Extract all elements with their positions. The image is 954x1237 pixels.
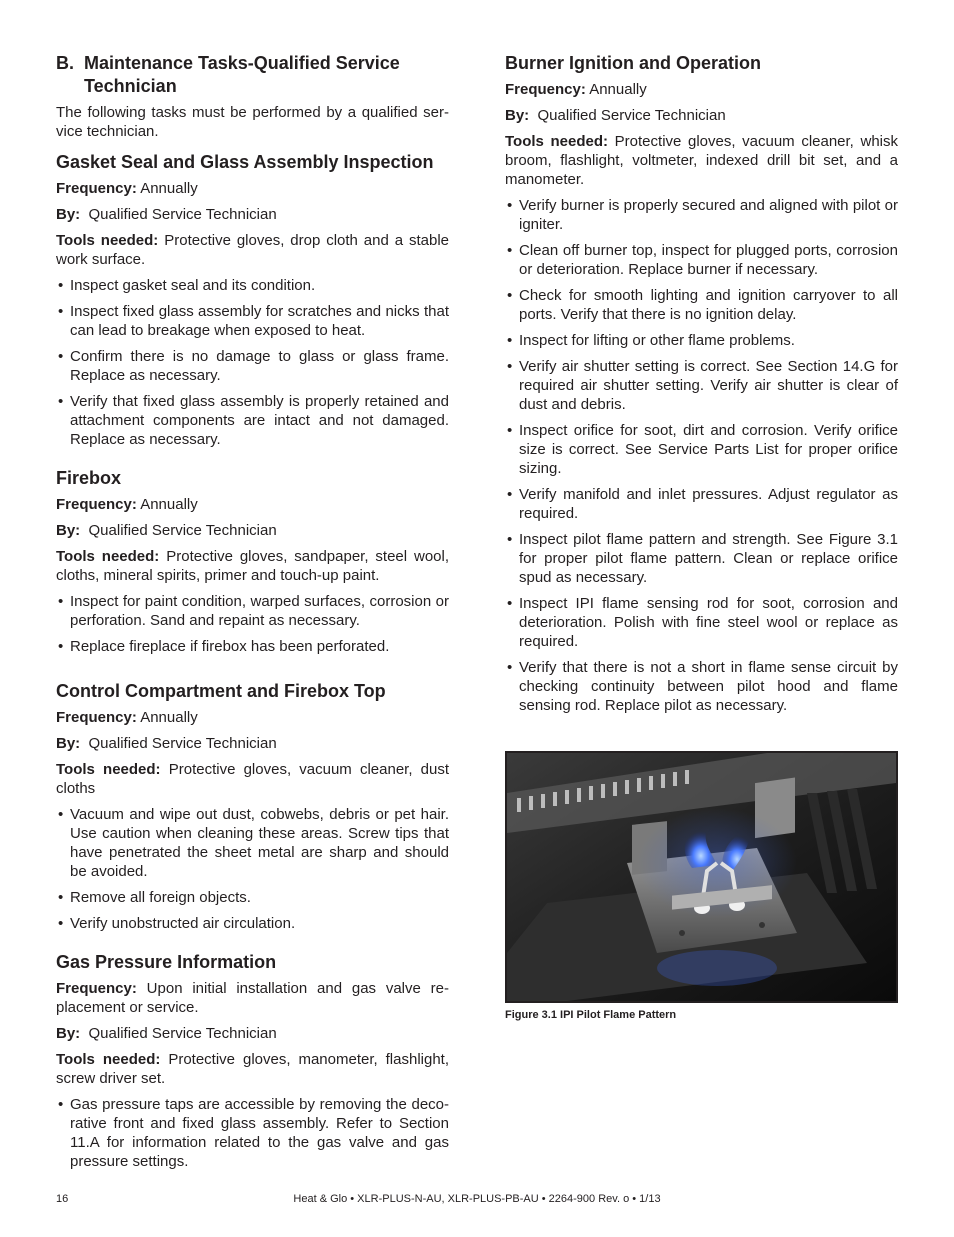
list-item: • Inspect IPI flame sensing rod for soot, corrosion and deterioration. Polish with fine steel wool or replace as required. <box>505 594 898 651</box>
section-title: Firebox <box>56 468 122 488</box>
list-item: • Remove all foreign objects. <box>56 888 449 907</box>
task-list <box>56 276 449 449</box>
list-item: • Clean off burner top, inspect for plugged ports, corrosion or deterioration. Replace burner if necessary. <box>505 241 898 279</box>
by-line <box>56 1024 449 1043</box>
section-title: Gas Pressure Information <box>56 952 277 972</box>
by-label: By: <box>56 206 81 223</box>
by-value: Qualified Service Technician <box>88 206 277 223</box>
by-value: Qualified Service Technician <box>88 522 277 539</box>
tools-label: Tools needed: <box>56 761 161 778</box>
by-label: By: <box>56 1025 81 1042</box>
intro-text: The following tasks must be performed by a qualified ser-vice technician. <box>56 104 449 140</box>
list-item: • Gas pressure taps are accessible by removing the deco-rative front and fixed glass assembly. Refer to Section 11.A for information related to the gas valve and gas pressure settings. <box>56 1095 449 1171</box>
figure-caption: Figure 3.1 IPI Pilot Flame Pattern <box>505 1009 677 1021</box>
tools-label: Tools needed: <box>56 1051 161 1068</box>
by-value: Qualified Service Technician <box>88 1025 277 1042</box>
list-item: • Confirm there is no damage to glass or glass frame. Replace as necessary. <box>56 347 449 385</box>
tools-line <box>56 547 449 585</box>
list-item: • Inspect fixed glass assembly for scratches and nicks that can lead to breakage when exposed to heat. <box>56 302 449 340</box>
tools-line <box>56 1050 449 1088</box>
section-heading-text: Maintenance Tasks-Qualified Service Technician <box>84 53 400 96</box>
by-value: Qualified Service Technician <box>537 107 726 124</box>
tools-label: Tools needed: <box>56 232 159 249</box>
by-line <box>56 205 449 224</box>
firebox-section <box>56 467 449 656</box>
by-label: By: <box>56 522 81 539</box>
list-item: • Inspect orifice for soot, dirt and corrosion. Verify orifice size is correct. See Service Parts List for proper orifice sizing. <box>505 421 898 478</box>
frequency-label: Frequency: <box>56 496 137 513</box>
pilot-flame-illustration <box>507 753 896 1001</box>
by-label: By: <box>505 107 530 124</box>
right-column <box>505 52 898 722</box>
list-item: • Inspect gasket seal and its condition. <box>56 276 449 295</box>
list-item: • Verify that there is not a short in flame sense circuit by checking continuity between pilot hood and flame sensing rod. Replace pilot as necessary. <box>505 658 898 715</box>
frequency-label: Frequency: <box>56 709 137 726</box>
frequency-label: Frequency: <box>56 180 137 197</box>
list-item: • Replace fireplace if firebox has been perforated. <box>56 637 449 656</box>
frequency-line <box>56 708 449 727</box>
section-title: Burner Ignition and Operation <box>505 53 761 73</box>
frequency-value: Upon initial installation and gas valve re-placement or service. <box>56 980 449 1016</box>
tools-value: Protective gloves, vacuum cleaner, whisk broom, flashlight, voltmeter, indexed drill bit set, and a manometer. <box>505 133 898 188</box>
gas-pressure-section <box>56 951 449 1171</box>
tools-label: Tools needed: <box>56 548 160 565</box>
list-item: • Inspect for paint condition, warped surfaces, corrosion or perforation. Sand and repaint as necessary. <box>56 592 449 630</box>
task-list <box>56 592 449 656</box>
list-item: • Vacuum and wipe out dust, cobwebs, debris or pet hair. Use caution when cleaning these areas. Screw tips that have penetrated the sheet metal are sharp and should be avoided. <box>56 805 449 881</box>
tools-line <box>56 231 449 269</box>
tools-value: Protective gloves, manometer, flashlight, screw driver set. <box>56 1051 450 1087</box>
section-heading <box>56 52 449 98</box>
frequency-line <box>56 495 449 514</box>
task-list <box>56 805 449 933</box>
control-compartment-section <box>56 680 449 933</box>
page-number: 16 <box>56 1193 69 1205</box>
by-line <box>56 734 449 753</box>
list-item: • Verify that fixed glass assembly is properly retained and attachment components are intact and not damaged. Replace as necessary. <box>56 392 449 449</box>
by-label: By: <box>56 735 81 752</box>
frequency-value: Annually <box>140 709 198 726</box>
pilot-flame-photo <box>505 751 898 1003</box>
list-item: • Inspect for lifting or other flame problems. <box>505 331 898 350</box>
list-item: • Verify air shutter setting is correct. See Section 14.G for required air shutter setting. Verify air shutter is clear of dust and debris. <box>505 357 898 414</box>
by-line <box>56 521 449 540</box>
frequency-line <box>505 80 898 99</box>
frequency-value: Annually <box>589 81 647 98</box>
tools-value: Protective gloves, vacuum cleaner, dust cloths <box>56 761 450 797</box>
task-list <box>56 1095 449 1171</box>
tools-label: Tools needed: <box>505 133 609 150</box>
frequency-value: Annually <box>140 496 198 513</box>
tools-value: Protective gloves, sandpaper, steel wool, cloths, mineral spirits, primer and touch-up paint. <box>56 548 450 584</box>
section-title: Control Compartment and Firebox Top <box>56 681 386 701</box>
list-item: • Inspect pilot flame pattern and strength. See Figure 3.1 for proper pilot flame pattern. Clean or replace orifice spud as necessary. <box>505 530 898 587</box>
tools-value: Protective gloves, drop cloth and a stable work surface. <box>56 232 450 268</box>
list-item: • Check for smooth lighting and ignition carryover to all ports. Verify that there is no ignition delay. <box>505 286 898 324</box>
tools-line <box>505 132 898 189</box>
list-item: • Verify burner is properly secured and aligned with pilot or igniter. <box>505 196 898 234</box>
task-list <box>505 196 898 715</box>
by-value: Qualified Service Technician <box>88 735 277 752</box>
frequency-label: Frequency: <box>56 980 137 997</box>
tools-line <box>56 760 449 798</box>
frequency-label: Frequency: <box>505 81 586 98</box>
list-item: • Verify manifold and inlet pressures. Adjust regulator as required. <box>505 485 898 523</box>
list-item: • Verify unobstructed air circulation. <box>56 914 449 933</box>
frequency-value: Annually <box>140 180 198 197</box>
left-column <box>56 52 449 1189</box>
footer-text: Heat & Glo • XLR-PLUS-N-AU, XLR-PLUS-PB-AU • 2264-900 Rev. o • 1/13 <box>293 1193 661 1205</box>
gasket-seal-section <box>56 151 449 449</box>
section-title: Gasket Seal and Glass Assembly Inspection <box>56 152 434 172</box>
section-letter: B. <box>56 53 74 73</box>
frequency-line <box>56 179 449 198</box>
frequency-line <box>56 979 449 1017</box>
by-line <box>505 106 898 125</box>
